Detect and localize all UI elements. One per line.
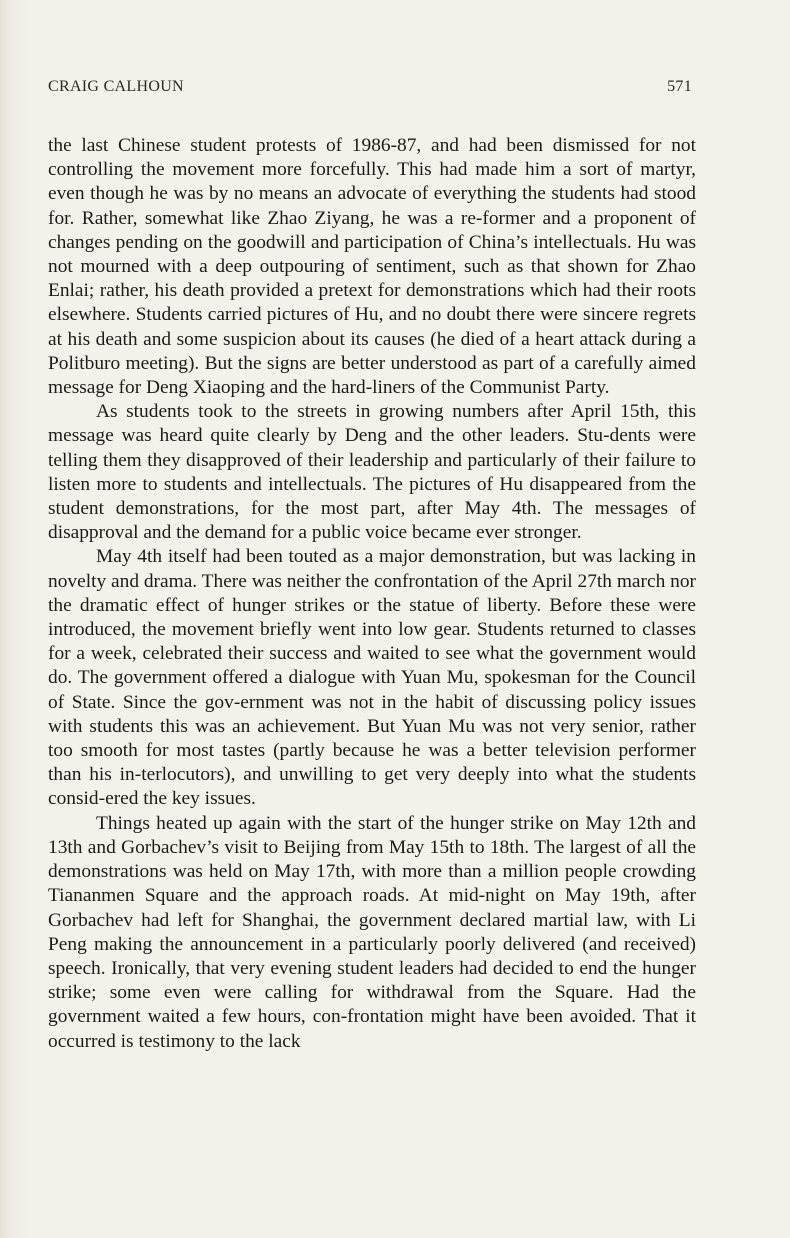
running-head [48,78,692,96]
paragraph-4: Things heated up again with the start of the hunger strike on May 12th and 13th and Gorbachev’s visit to Beijing from May 15th to 18th. The largest of all the demonstrations was held on May 17th, with more than a million people crowding Tiananmen Square and the approach roads. At mid-night on May 19th, after Gorbachev had left for Shanghai, the government declared martial law, with Li Peng making the announcement in a particularly poorly delivered (and received) speech. Ironically, that very evening student leaders had decided to end the hunger strike; some even were calling for withdrawal from the Square. Had the government waited a few hours, con-frontation might have been avoided. That it occurred is testimony to the lack [48,812,696,1052]
paragraph-2: As students took to the streets in growing numbers after April 15th, this message was heard quite clearly by Deng and the other leaders. Stu-dents were telling them they disapproved of their leadership and particularly of their failure to listen more to students and intellectuals. The pictures of Hu disappeared from the student demonstrations, for the most part, after May 4th. The messages of disapproval and the demand for a public voice became ever stronger. [48,401,696,544]
paragraph-3: May 4th itself had been touted as a major demonstration, but was lacking in novelty and drama. There was neither the confrontation of the April 27th march nor the dramatic effect of hunger strikes or the statue of liberty. Before these were introduced, the movement briefly went into low gear. Students returned to classes for a week, celebrated their success and waited to see what the government would do. The government offered a dialogue with Yuan Mu, spokesman for the Council of State. Since the gov-ernment was not in the habit of discussing policy issues with students this was an achievement. But Yuan Mu was not very senior, rather too smooth for most tastes (partly because he was a better television performer than his in-terlocutors), and unwilling to get very deeply into what the students consid-ered the key issues. [48,546,696,810]
page-number: 571 [667,78,692,95]
paragraph-1: the last Chinese student protests of 1986-87, and had been dismissed for not controlling the movement more forcefully. This had made him a sort of martyr, even though he was by no means an advocate of everything the students had stood for. Rather, somewhat like Zhao Ziyang, he was a re-former and a proponent of changes pending on the goodwill and participation of China’s intellectuals. Hu was not mourned with a deep outpouring of sentiment, such as that shown for Zhao Enlai; rather, his death provided a pretext for demonstrations which had their roots elsewhere. Students carried pictures of Hu, and no doubt there were sincere regrets at his death and some suspicion about its causes (he died of a heart attack during a Politburo meeting). But the signs are better understood as part of a carefully aimed message for Deng Xiaoping and the hard-liners of the Communist Party. [48,135,696,399]
running-head-author: CRAIG CALHOUN [48,78,184,95]
body-text [48,134,696,1054]
